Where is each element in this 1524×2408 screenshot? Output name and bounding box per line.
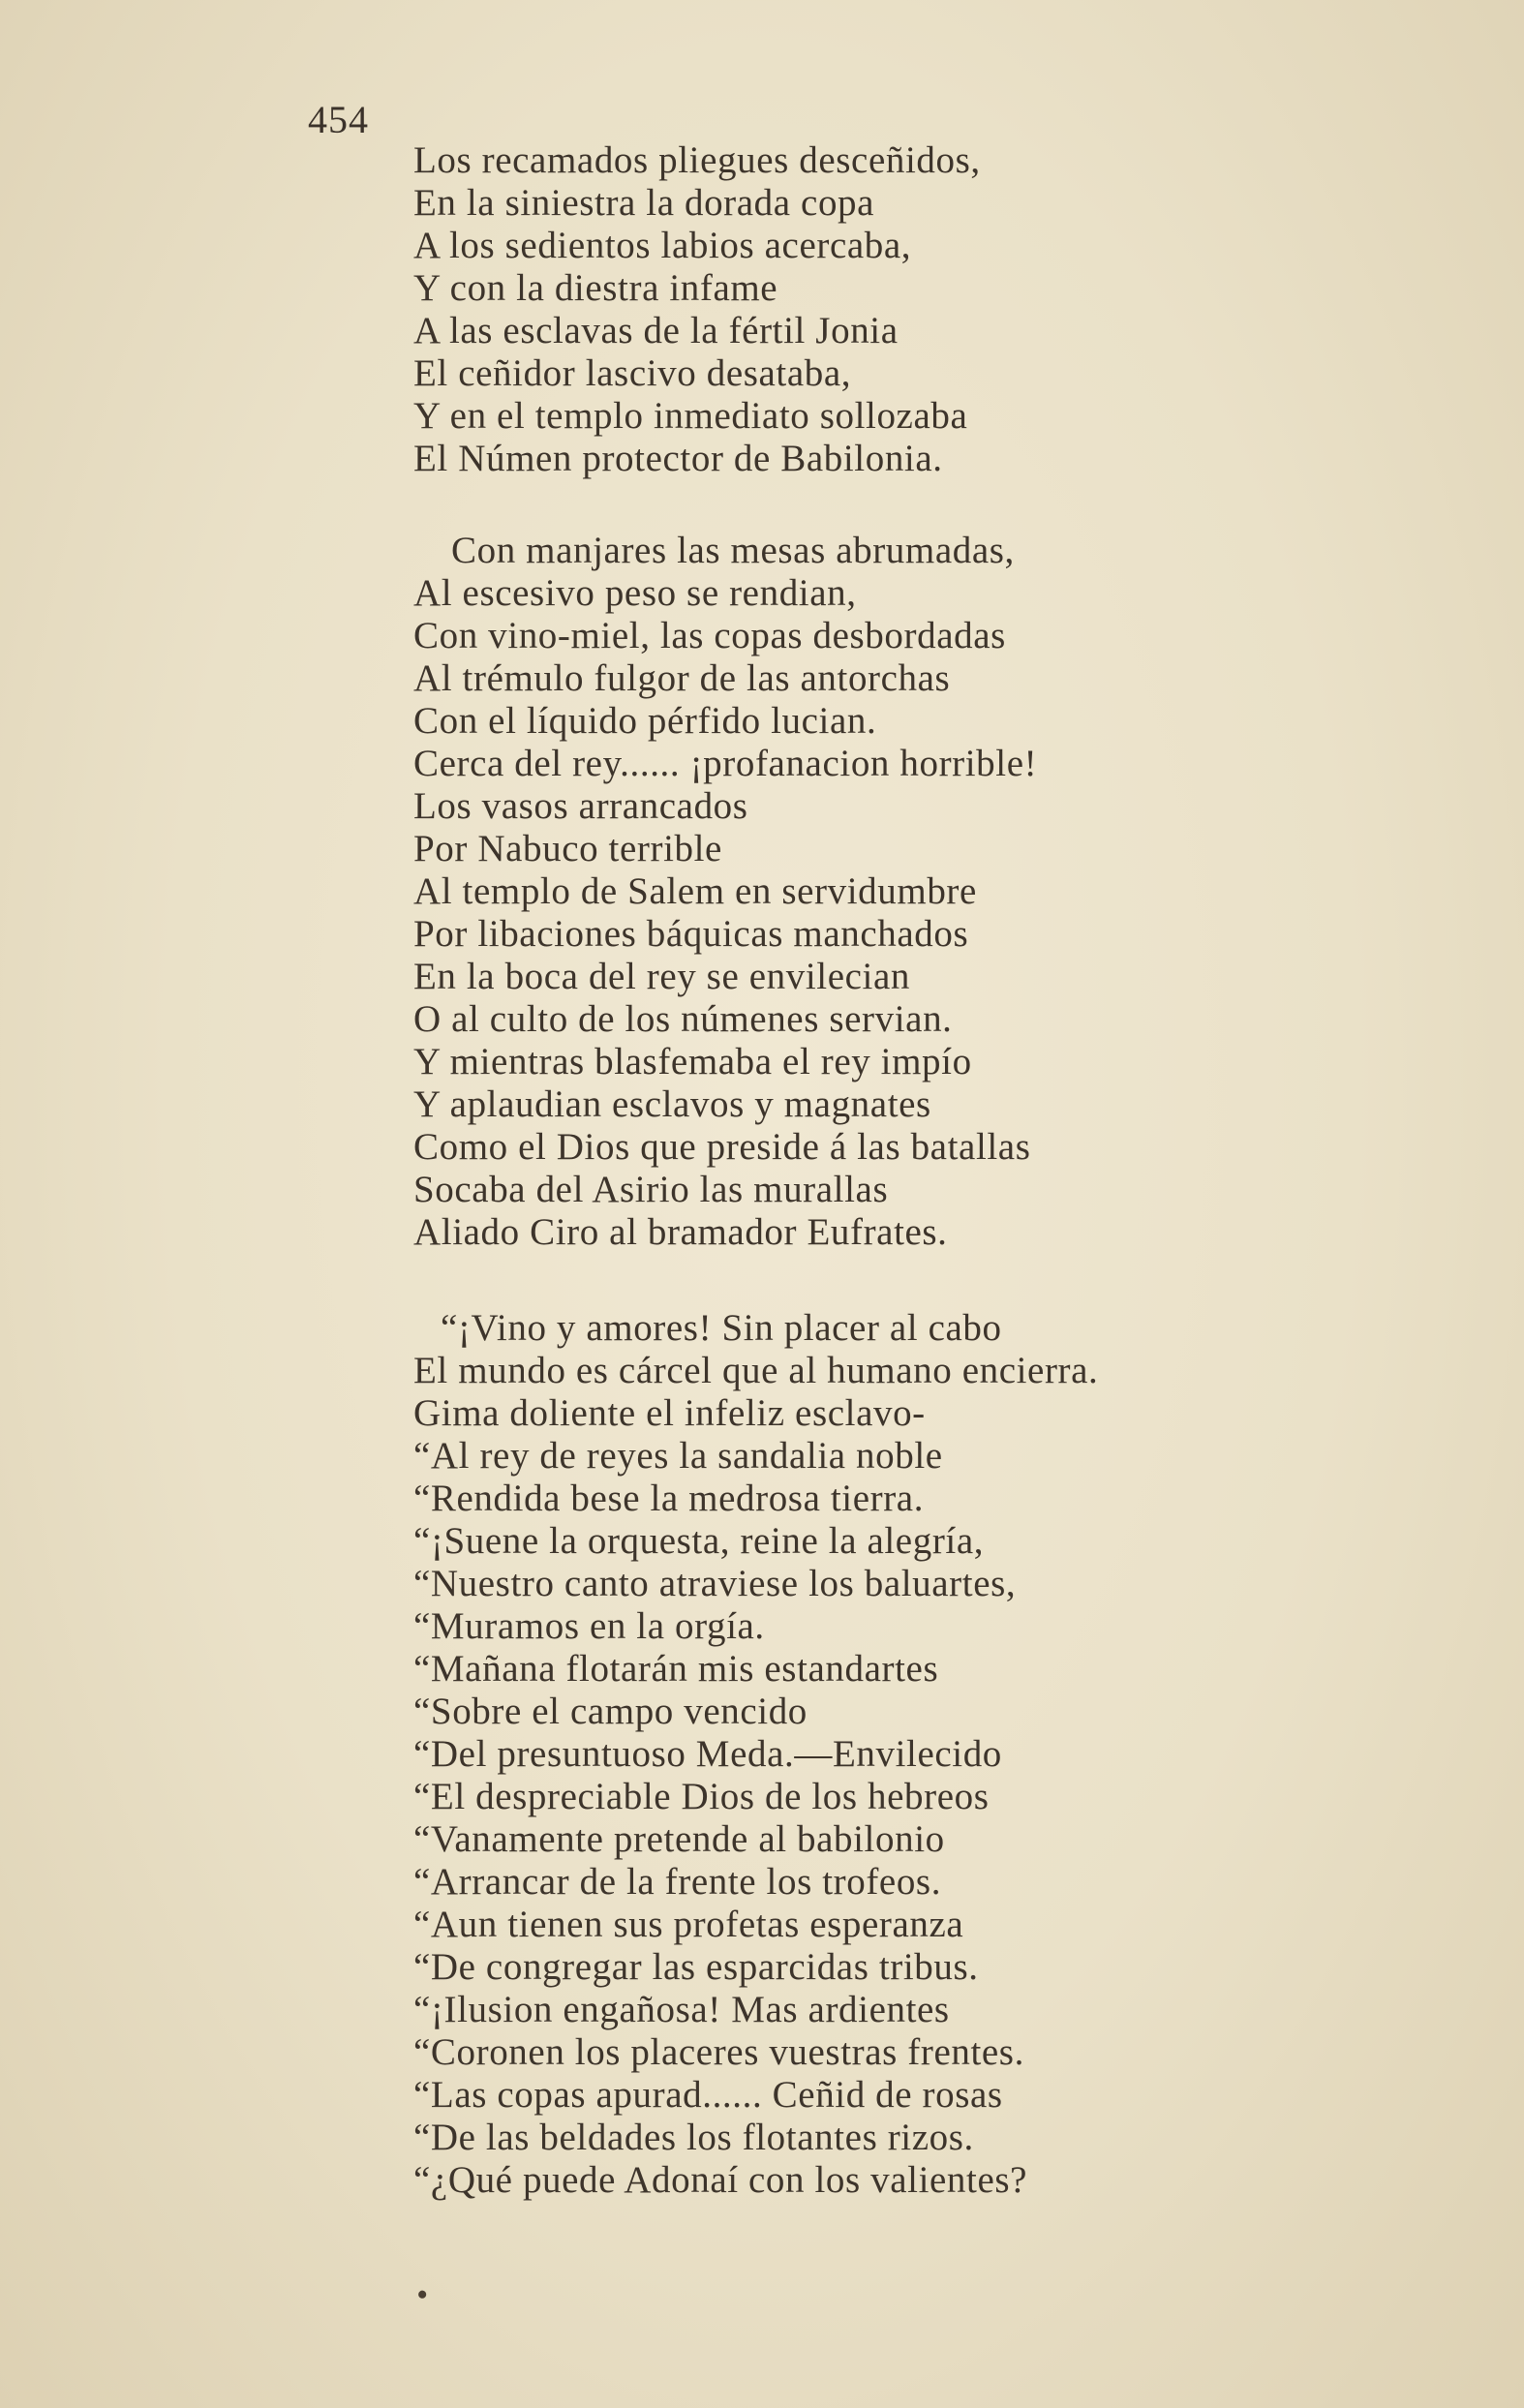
poem-line: Con vino-miel, las copas desbordadas [413, 615, 1006, 656]
poem-line: Y en el templo inmediato sollozaba [413, 395, 968, 437]
poem-line: “Muramos en la orgía. [413, 1605, 765, 1647]
poem-line: “Al rey de reyes la sandalia noble [413, 1435, 943, 1477]
poem-line: “Las copas apurad...... Ceñid de rosas [413, 2074, 1003, 2116]
poem-line: “De las beldades los flotantes rizos. [413, 2117, 974, 2158]
poem-line: Socaba del Asirio las murallas [413, 1169, 889, 1210]
poem-line: “Mañana flotarán mis estandartes [413, 1648, 939, 1690]
poem-line: “Aun tienen sus profetas esperanza [413, 1904, 964, 1945]
poem-line: Cerca del rey...... ¡profanacion horrible! [413, 743, 1038, 784]
poem-line: “Vanamente pretende al babilonio [413, 1818, 945, 1860]
poem-line: Gima doliente el infeliz esclavo- [413, 1392, 926, 1434]
poem-line: Al templo de Salem en servidumbre [413, 870, 977, 912]
poem-line: Y aplaudian esclavos y magnates [413, 1083, 931, 1125]
poem-line: “Arrancar de la frente los trofeos. [413, 1861, 942, 1903]
poem-line: “Nuestro canto atraviese los baluartes, [413, 1563, 1017, 1604]
poem-line: Al escesivo peso se rendian, [413, 572, 857, 614]
poem-line: “El despreciable Dios de los hebreos [413, 1776, 990, 1817]
poem-line: El mundo es cárcel que al humano encierra. [413, 1350, 1099, 1391]
page-number: 454 [308, 98, 369, 141]
poem-line: “Coronen los placeres vuestras frentes. [413, 2031, 1024, 2073]
poem-line: Al trémulo fulgor de las antorchas [413, 657, 951, 699]
poem-line: “¡Vino y amores! Sin placer al cabo [441, 1307, 1002, 1349]
poem-line: “¡Suene la orquesta, reine la alegría, [413, 1520, 985, 1562]
poem-line: “¡Ilusion engañosa! Mas ardientes [413, 1989, 950, 2030]
poem-line: “Rendida bese la medrosa tierra. [413, 1478, 925, 1519]
poem-line: Los vasos arrancados [413, 785, 748, 827]
poem-line: El ceñidor lascivo desataba, [413, 352, 852, 394]
poem-line: “Sobre el campo vencido [413, 1691, 808, 1732]
poem-line: Aliado Ciro al bramador Eufrates. [413, 1211, 948, 1253]
poem-line: Con el líquido pérfido lucian. [413, 700, 877, 742]
poem-line: Y con la diestra infame [413, 267, 778, 309]
poem-line: En la boca del rey se envilecian [413, 956, 910, 997]
poem-line: Con manjares las mesas abrumadas, [451, 530, 1015, 571]
poem-line: El Númen protector de Babilonia. [413, 438, 943, 479]
poem-line: Como el Dios que preside á las batallas [413, 1126, 1031, 1168]
poem-line: Y mientras blasfemaba el rey impío [413, 1041, 972, 1082]
poem-line: En la siniestra la dorada copa [413, 182, 875, 224]
poem-line: Los recamados pliegues desceñidos, [413, 139, 981, 181]
poem-line: O al culto de los númenes servian. [413, 998, 953, 1040]
poem-line: “¿Qué puede Adonaí con los valientes? [413, 2159, 1028, 2201]
poem-line: Por Nabuco terrible [413, 828, 722, 869]
poem-line: “Del presuntuoso Meda.—Envilecido [413, 1733, 1002, 1775]
poem-line: “De congregar las esparcidas tribus. [413, 1946, 979, 1988]
poem-line: A los sedientos labios acercaba, [413, 225, 912, 266]
ink-speck-icon: • [412, 2276, 432, 2314]
poem-line: Por libaciones báquicas manchados [413, 913, 969, 955]
poem-line: A las esclavas de la fértil Jonia [413, 310, 899, 351]
